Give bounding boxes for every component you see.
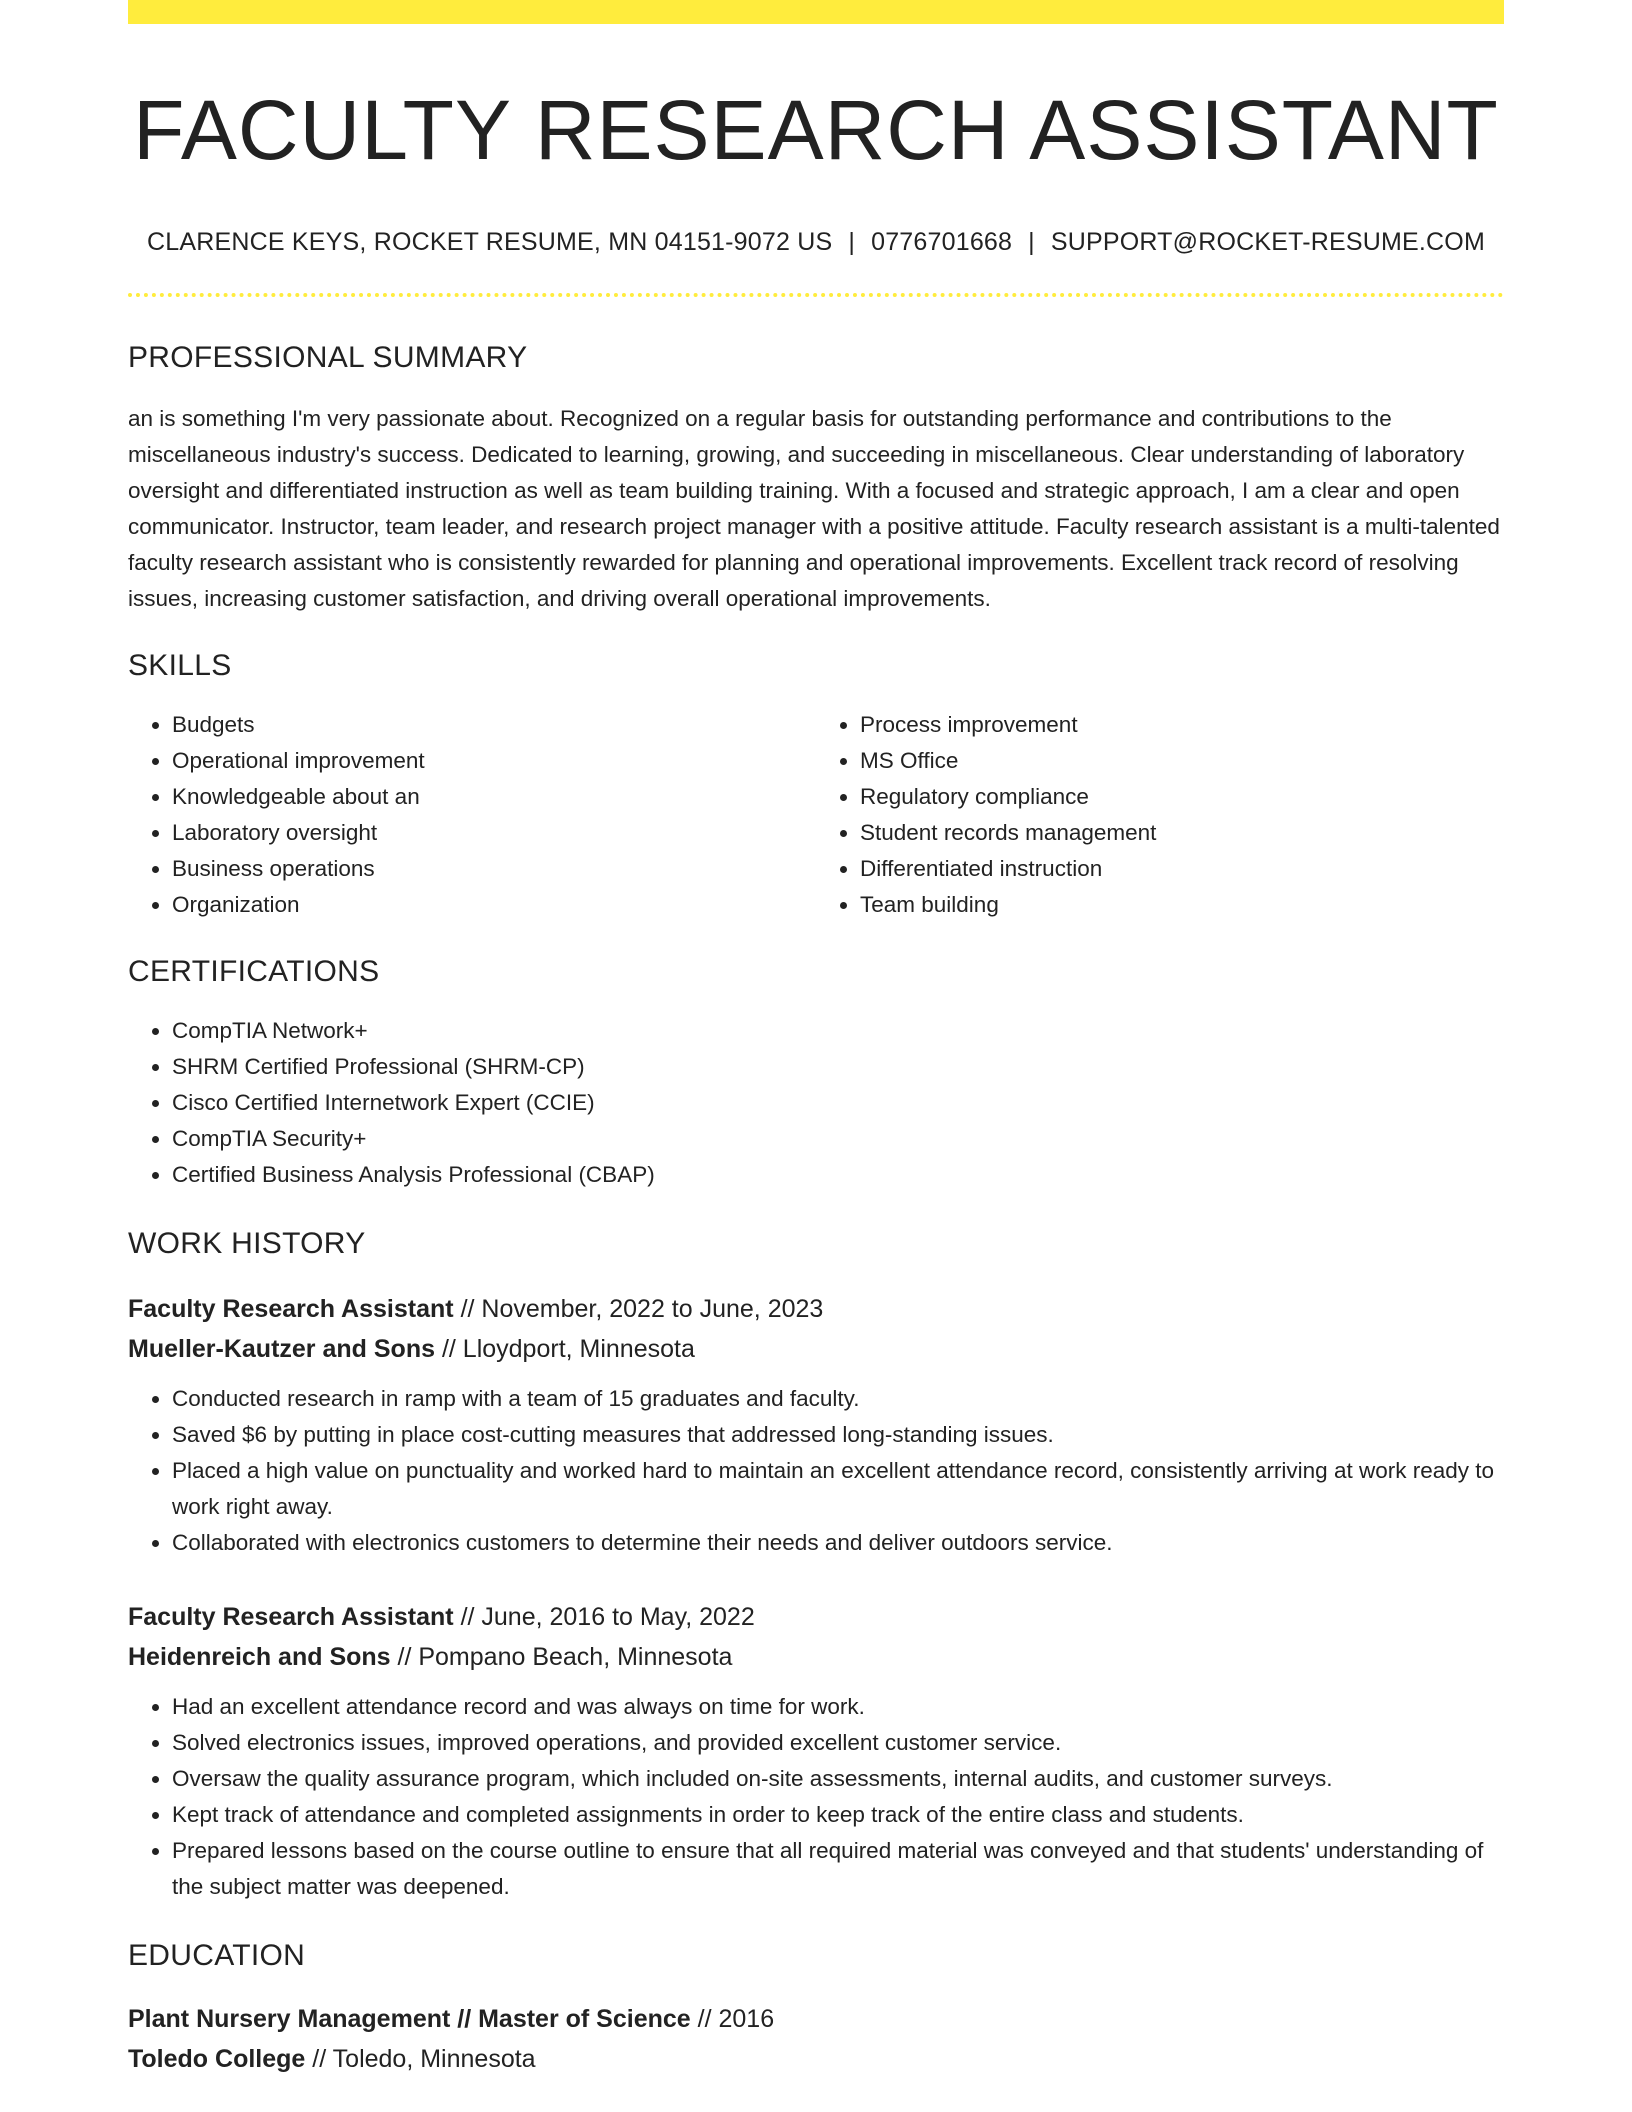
summary-heading: PROFESSIONAL SUMMARY	[128, 341, 528, 375]
job-company-line	[128, 1637, 1504, 1677]
job-dates: // November, 2022 to June, 2023	[460, 1295, 824, 1324]
job-role-line	[128, 1597, 1504, 1637]
skill-item: • Regulatory compliance	[860, 779, 1504, 815]
certification-item: • Cisco Certified Internetwork Expert (CCIE)	[172, 1085, 1504, 1121]
skill-item: • Budgets	[172, 707, 816, 743]
contact-separator: |	[848, 228, 856, 257]
certification-item: • CompTIA Network+	[172, 1013, 1504, 1049]
job-entry	[128, 1597, 1504, 1905]
certifications-heading: CERTIFICATIONS	[128, 955, 380, 989]
education-school: Toledo College	[128, 2045, 306, 2074]
education-year: // 2016	[697, 2005, 775, 2034]
contact-line	[128, 228, 1504, 257]
job-bullet: • Oversaw the quality assurance program, which included on-site assessments, internal audits, and customer surveys.	[172, 1761, 1504, 1797]
job-bullet: • Prepared lessons based on the course outline to ensure that all required material was conveyed and that students' understanding of the subject matter was deepened.	[172, 1833, 1504, 1905]
contact-address: CLARENCE KEYS, ROCKET RESUME, MN 04151-9072 US	[147, 228, 833, 257]
skills-column-right	[816, 707, 1504, 923]
job-location: // Lloydport, Minnesota	[441, 1335, 695, 1364]
skill-item: • Process improvement	[860, 707, 1504, 743]
certifications-list	[128, 1013, 1504, 1193]
contact-phone: 0776701668	[871, 228, 1013, 257]
job-dates: // June, 2016 to May, 2022	[460, 1603, 755, 1632]
skill-item: • Laboratory oversight	[172, 815, 816, 851]
summary-text: an is something I'm very passionate about. Recognized on a regular basis for outstanding performance and contributions to the miscellaneous industry's success. Dedicated to learning, growing, and succeeding in miscellaneous. Clear understanding of laboratory oversight and differentiated instruction as well as team building training. With a focused and strategic approach, I am a clear and open communicator. Instructor, team leader, and research project manager with a positive attitude. Faculty research assistant is a multi-talented faculty research assistant who is consistently rewarded for planning and operational improvements. Excellent track record of resolving issues, increasing customer satisfaction, and driving overall operational improvements.	[128, 406, 1500, 612]
dotted-divider	[128, 293, 1504, 297]
skill-item: • Organization	[172, 887, 816, 923]
job-bullet: • Solved electronics issues, improved operations, and provided excellent customer service.	[172, 1725, 1504, 1761]
education-degree: Plant Nursery Management // Master of Science	[128, 2005, 691, 2034]
skill-item: • Operational improvement	[172, 743, 816, 779]
skills-column-left	[128, 707, 816, 923]
job-bullet: • Conducted research in ramp with a team of 15 graduates and faculty.	[172, 1381, 1504, 1417]
education-degree-line	[128, 1999, 1504, 2039]
certification-item: • SHRM Certified Professional (SHRM-CP)	[172, 1049, 1504, 1085]
contact-email: SUPPORT@ROCKET-RESUME.COM	[1050, 228, 1485, 257]
job-bullet: • Kept track of attendance and completed assignments in order to keep track of the entire class and students.	[172, 1797, 1504, 1833]
resume-page	[128, 0, 1504, 2079]
job-company-line	[128, 1329, 1504, 1369]
skill-item: • MS Office	[860, 743, 1504, 779]
work-history-heading: WORK HISTORY	[128, 1227, 366, 1261]
certification-item: • Certified Business Analysis Professional (CBAP)	[172, 1157, 1504, 1193]
skill-item: • Differentiated instruction	[860, 851, 1504, 887]
skill-item: • Team building	[860, 887, 1504, 923]
job-company: Heidenreich and Sons	[128, 1643, 391, 1672]
education-entry	[128, 1999, 1504, 2079]
job-bullets	[128, 1689, 1504, 1905]
job-role: Faculty Research Assistant	[128, 1295, 454, 1324]
job-role-line	[128, 1289, 1504, 1329]
skill-item: • Business operations	[172, 851, 816, 887]
education-location: // Toledo, Minnesota	[312, 2045, 536, 2074]
certification-item: • CompTIA Security+	[172, 1121, 1504, 1157]
job-bullet: • Placed a high value on punctuality and worked hard to maintain an excellent attendance record, consistently arriving at work ready to work right away.	[172, 1453, 1504, 1525]
job-role: Faculty Research Assistant	[128, 1603, 454, 1632]
skill-item: • Student records management	[860, 815, 1504, 851]
education-school-line	[128, 2039, 1504, 2079]
job-bullet: • Saved $6 by putting in place cost-cutting measures that addressed long-standing issues.	[172, 1417, 1504, 1453]
skills-heading: SKILLS	[128, 649, 232, 683]
job-bullet: • Had an excellent attendance record and was always on time for work.	[172, 1689, 1504, 1725]
job-location: // Pompano Beach, Minnesota	[397, 1643, 733, 1672]
contact-separator: |	[1028, 228, 1035, 257]
education-heading: EDUCATION	[128, 1939, 306, 1973]
skill-item: • Knowledgeable about an	[172, 779, 816, 815]
skills-list	[128, 707, 1504, 923]
job-entry	[128, 1289, 1504, 1561]
job-bullets	[128, 1381, 1504, 1561]
accent-bar	[128, 0, 1504, 24]
job-bullet: • Collaborated with electronics customers to determine their needs and deliver outdoors service.	[172, 1525, 1504, 1561]
job-company: Mueller-Kautzer and Sons	[128, 1335, 435, 1364]
resume-title: FACULTY RESEARCH ASSISTANT	[133, 83, 1499, 177]
